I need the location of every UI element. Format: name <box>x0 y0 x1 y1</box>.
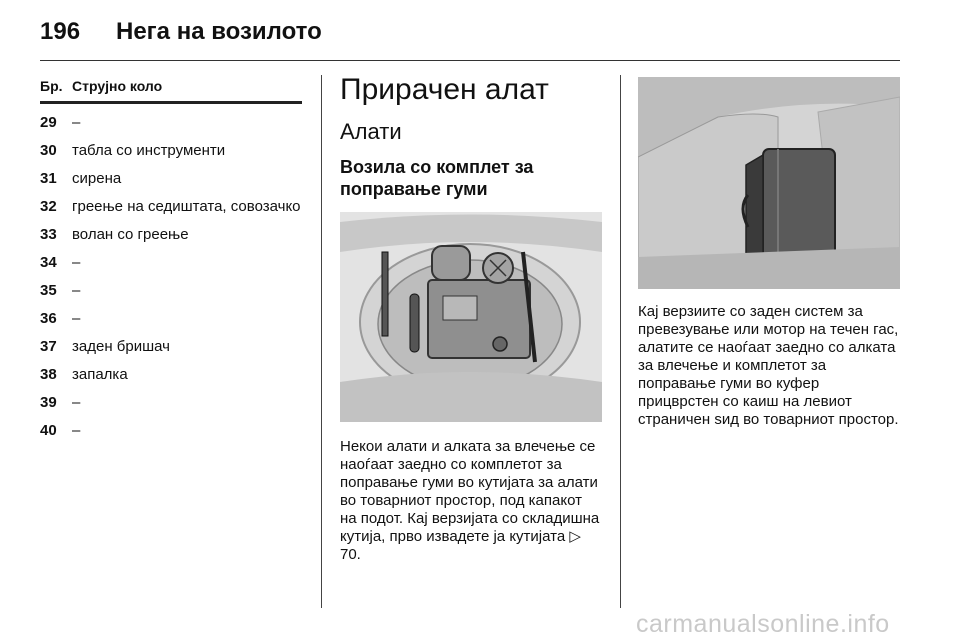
fuse-number: 33 <box>40 226 57 243</box>
circuit-name: запалка <box>72 366 128 383</box>
fuse-number: 37 <box>40 338 57 355</box>
table-row <box>40 282 302 300</box>
paragraph-text: Некои алати и алката за влечење се наоѓаат заедно со комплетот за поправање гуми во кутијата за алати во товарниот простор, под капакот на подот. Кај верзијата со складишна кутија, прво извадете ја кутијата <box>340 438 600 545</box>
tools-section <box>340 72 602 564</box>
fuse-number: 39 <box>40 394 57 411</box>
subsection-title: Возила со комплет за поправање гуми <box>340 157 534 199</box>
table-row <box>40 254 302 272</box>
fuse-number: 38 <box>40 366 57 383</box>
table-row <box>40 422 302 440</box>
table-row <box>40 142 302 160</box>
tools-paragraph <box>340 438 602 564</box>
circuit-name: сирена <box>72 170 122 187</box>
fuse-number: 29 <box>40 114 57 131</box>
circuit-name: волан со греење <box>72 226 189 243</box>
tool-case-image <box>638 77 900 289</box>
page-header <box>40 14 900 54</box>
right-column <box>638 77 900 429</box>
circuit-name: – <box>72 114 81 131</box>
section-title: Прирачен алат <box>340 73 549 106</box>
watermark: carmanualsonline.info <box>636 610 890 638</box>
circuit-name: – <box>72 394 81 411</box>
circuit-name: – <box>72 282 81 299</box>
col-number-header: Бр. <box>40 78 63 94</box>
column-divider <box>321 75 322 608</box>
fuse-number: 40 <box>40 422 57 439</box>
fuse-number: 34 <box>40 254 57 271</box>
fuse-table <box>40 78 302 440</box>
table-row <box>40 338 302 356</box>
circuit-name: греење на седиштата, совозачко <box>72 198 301 215</box>
fuse-number: 31 <box>40 170 57 187</box>
chapter-title: Нега на возилото <box>116 18 322 45</box>
fuse-number: 30 <box>40 142 57 159</box>
circuit-name: – <box>72 310 81 327</box>
fuse-number: 35 <box>40 282 57 299</box>
table-header <box>40 78 302 100</box>
page-number: 196 <box>40 18 81 45</box>
right-paragraph: Кај верзиите со заден систем за превезување или мотор на течен гас, алатите се наоѓаат заедно со алката за влечење и комплетот за поправање гуми во куфер прицврстен со каиш на левиот страничен ѕид во товарниот простор. <box>638 303 899 428</box>
section-subtitle: Алати <box>340 119 402 144</box>
table-row <box>40 170 302 188</box>
table-row <box>40 114 302 132</box>
circuit-name: – <box>72 422 81 439</box>
table-body <box>40 114 302 440</box>
page-reference: 70. <box>340 546 361 563</box>
table-row <box>40 366 302 384</box>
circuit-name: – <box>72 254 81 271</box>
fuse-number: 32 <box>40 198 57 215</box>
header-rule <box>40 60 900 61</box>
table-rule <box>40 101 302 104</box>
table-row <box>40 310 302 328</box>
col-circuit-header: Струјно коло <box>72 78 163 94</box>
fuse-number: 36 <box>40 310 57 327</box>
tire-repair-kit-image <box>340 212 602 422</box>
circuit-name: табла со инструменти <box>72 142 226 159</box>
circuit-name: заден бришач <box>72 338 170 355</box>
table-row <box>40 226 302 244</box>
table-row <box>40 394 302 412</box>
table-row <box>40 198 302 216</box>
page-reference-icon: ▷ <box>569 528 581 545</box>
column-divider <box>620 75 621 608</box>
